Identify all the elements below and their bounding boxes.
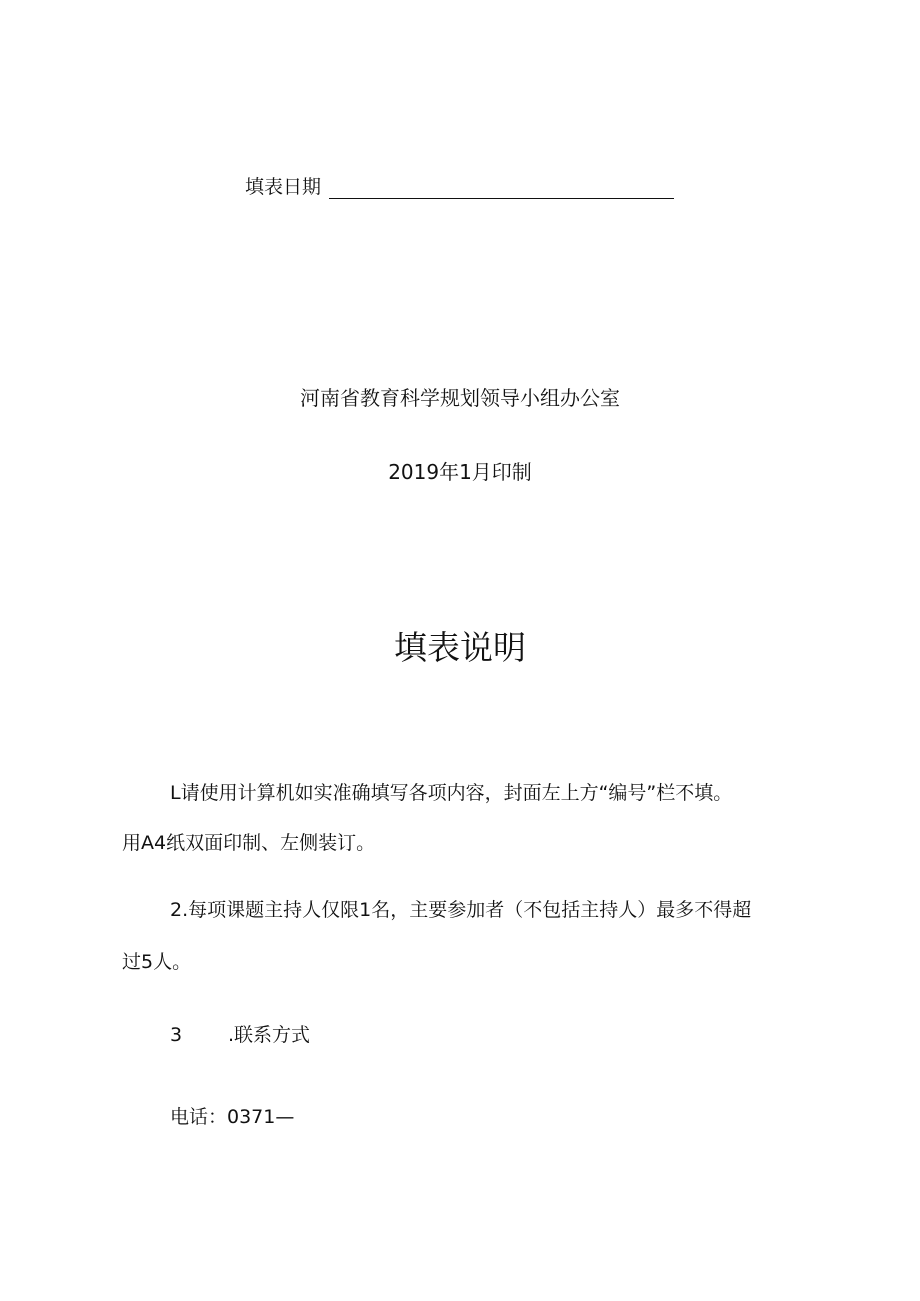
fill-date-label: 填表日期 — [245, 176, 322, 198]
instruction-item-3 — [170, 1020, 310, 1047]
fill-date-field — [245, 172, 674, 199]
instruction-item-2-line-2: 过5人。 — [122, 951, 192, 973]
organization-name: 河南省教育科学规划领导小组办公室 — [300, 386, 620, 410]
contact-phone: 电话：0371— — [170, 1106, 295, 1128]
instruction-item-1-line-2: 用A4纸双面印制、左侧装订。 — [122, 832, 376, 854]
instruction-item-3-text: .联系方式 — [228, 1024, 311, 1046]
instructions-heading: 填表说明 — [394, 628, 526, 667]
fill-date-blank-line — [329, 178, 674, 199]
instruction-item-1-line-1: L请使用计算机如实准确填写各项内容，封面左上方“编号”栏不填。 — [170, 782, 733, 804]
instruction-item-2-line-1: 2.每项课题主持人仅限1名，主要参加者（不包括主持人）最多不得超 — [170, 899, 752, 921]
print-date: 2019年1月印制 — [388, 460, 532, 484]
instruction-item-3-number: 3 — [170, 1024, 183, 1046]
